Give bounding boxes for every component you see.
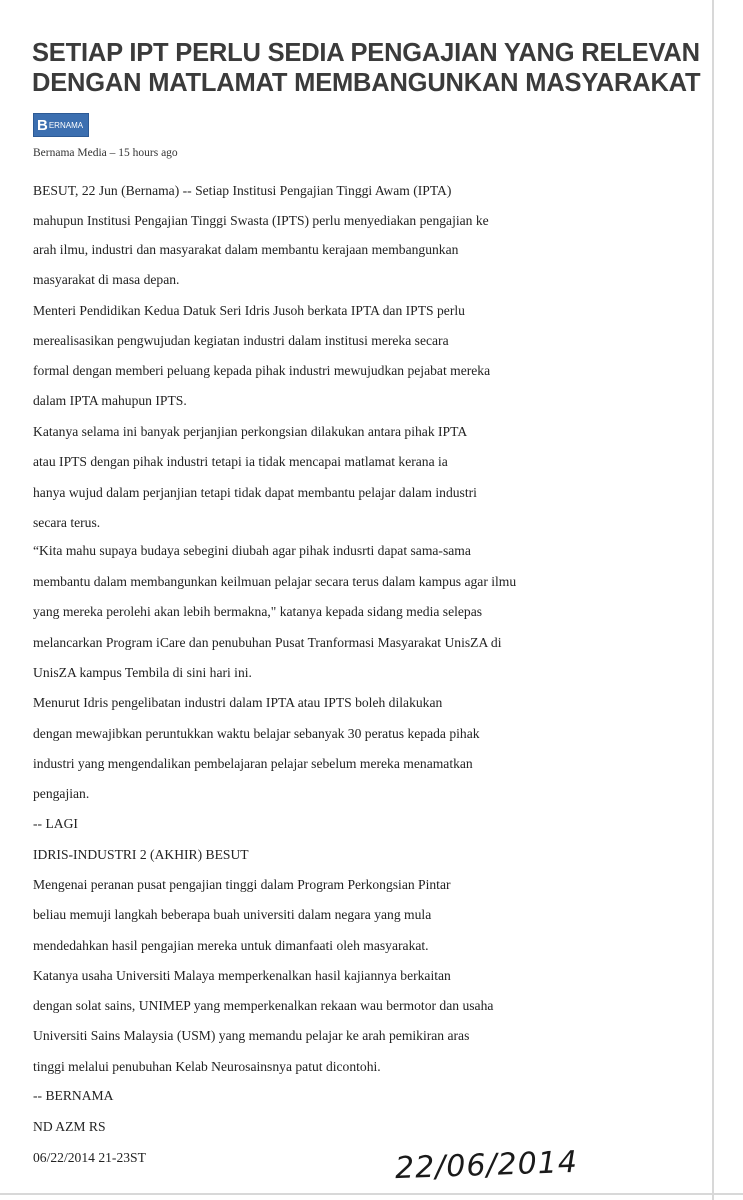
article-title: SETIAP IPT PERLU SEDIA PENGAJIAN YANG RELEVAN DENGAN MATLAMAT MEMBANGUNKAN MASYARAKAT	[32, 39, 701, 97]
article-line: pengajian.	[33, 786, 90, 801]
article-line: dengan mewajibkan peruntukkan waktu belajar sebanyak 30 peratus kepada pihak	[33, 726, 480, 741]
article-line: yang mereka perolehi akan lebih bermakna," katanya kepada sidang media selepas	[33, 604, 483, 619]
article-byline: Bernama Media – 15 hours ago	[33, 147, 178, 159]
article-line: dengan solat sains, UNIMEP yang memperkenalkan rekaan wau bermotor dan usaha	[33, 998, 494, 1013]
article-line: UnisZA kampus Tembila di sini hari ini.	[33, 665, 252, 680]
article-line: Mengenai peranan pusat pengajian tinggi dalam Program Perkongsian Pintar	[33, 877, 451, 892]
article-line: industri yang mengendalikan pembelajaran pelajar sebelum mereka menamatkan	[33, 756, 473, 771]
article-line: arah ilmu, industri dan masyarakat dalam membantu kerajaan membangunkan	[33, 242, 459, 257]
article-line: tinggi melalui penubuhan Kelab Neurosainsnya patut dicontohi.	[33, 1059, 381, 1074]
article-line: dalam IPTA mahupun IPTS.	[33, 393, 187, 408]
article-line: membantu dalam membangunkan keilmuan pelajar secara terus dalam kampus agar ilmu	[33, 574, 517, 589]
article-line: BESUT, 22 Jun (Bernama) -- Setiap Institusi Pengajian Tinggi Awam (IPTA)	[33, 183, 452, 198]
article-line: mendedahkan hasil pengajian mereka untuk dimanfaati oleh masyarakat.	[33, 938, 429, 953]
article-line: -- LAGI	[33, 816, 78, 831]
scan-edge-bottom	[0, 1193, 743, 1195]
article-line: ND AZM RS	[33, 1119, 106, 1134]
article-line: 06/22/2014 21-23ST	[33, 1150, 146, 1165]
article-line: IDRIS-INDUSTRI 2 (AKHIR) BESUT	[33, 847, 249, 862]
article-line: merealisasikan pengwujudan kegiatan industri dalam institusi mereka secara	[33, 333, 449, 348]
article-line: atau IPTS dengan pihak industri tetapi ia tidak mencapai matlamat kerana ia	[33, 454, 448, 469]
article-line: Katanya selama ini banyak perjanjian perkongsian dilakukan antara pihak IPTA	[33, 424, 468, 439]
article-line: formal dengan memberi peluang kepada pihak industri mewujudkan pejabat mereka	[33, 363, 491, 378]
bernama-logo-text: ERNAMA	[48, 120, 84, 130]
handwritten-date: 22/06/2014	[394, 1144, 579, 1187]
article-line: melancarkan Program iCare dan penubuhan Pusat Tranformasi Masyarakat UnisZA di	[33, 635, 502, 650]
bernama-logo-mark: B	[37, 116, 48, 134]
scan-edge-right	[712, 0, 714, 1200]
article-line: “Kita mahu supaya budaya sebegini diubah agar pihak indusrti dapat sama-sama	[33, 543, 471, 558]
article-line: beliau memuji langkah beberapa buah universiti dalam negara yang mula	[33, 907, 432, 922]
article-line: mahupun Institusi Pengajian Tinggi Swasta (IPTS) perlu menyediakan pengajian ke	[33, 213, 489, 228]
article-line: hanya wujud dalam perjanjian tetapi tidak dapat membantu pelajar dalam industri	[33, 485, 477, 500]
article-line: masyarakat di masa depan.	[33, 272, 180, 287]
article-line: Universiti Sains Malaysia (USM) yang memandu pelajar ke arah pemikiran aras	[33, 1028, 470, 1043]
article-line: Katanya usaha Universiti Malaya memperkenalkan hasil kajiannya berkaitan	[33, 968, 451, 983]
article-line: Menurut Idris pengelibatan industri dalam IPTA atau IPTS boleh dilakukan	[33, 695, 443, 710]
article-line: -- BERNAMA	[33, 1088, 114, 1103]
article-line: Menteri Pendidikan Kedua Datuk Seri Idris Jusoh berkata IPTA dan IPTS perlu	[33, 303, 465, 318]
bernama-logo	[33, 113, 89, 137]
article-line: secara terus.	[33, 515, 101, 530]
